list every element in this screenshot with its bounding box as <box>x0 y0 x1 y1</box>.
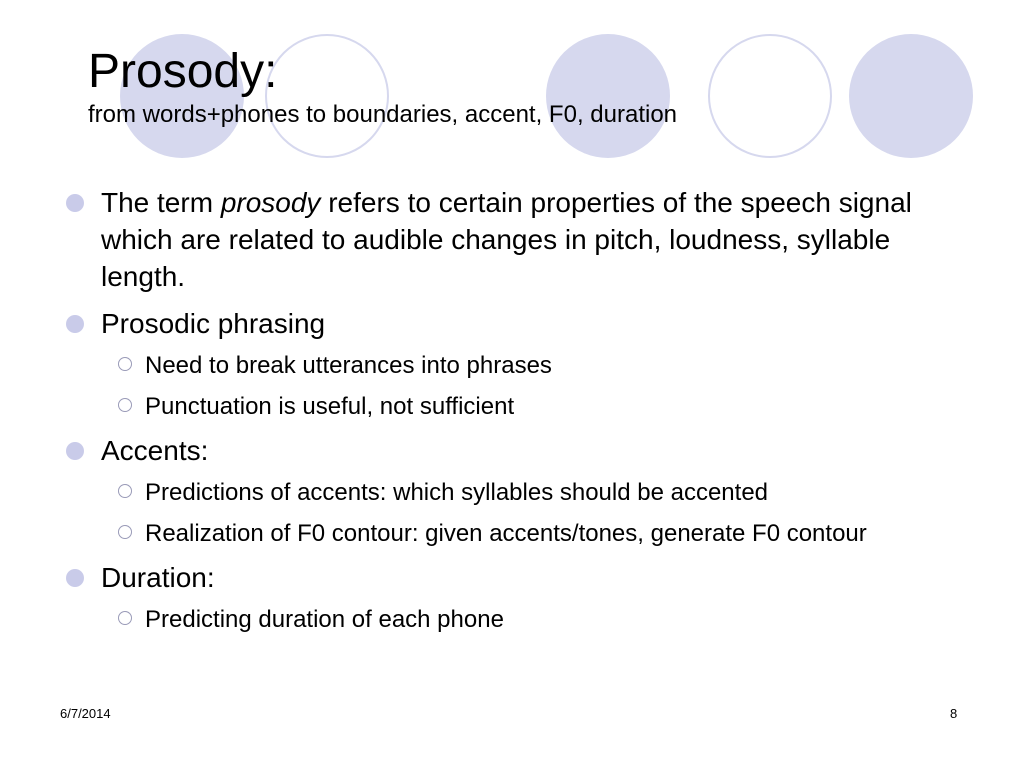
footer-date: 6/7/2014 <box>60 706 111 721</box>
sub-bullet-text: Realization of F0 contour: given accents/tones, generate F0 contour <box>145 520 867 547</box>
bullet-duration <box>64 559 964 596</box>
filled-circle-bullet-icon <box>66 315 84 333</box>
filled-circle-bullet-icon <box>66 442 84 460</box>
bullet-text: Duration: <box>101 562 215 593</box>
sub-bullet-text: Predictions of accents: which syllables should be accented <box>145 479 769 506</box>
slide-number: 8 <box>950 706 958 721</box>
slide-subtitle: from words+phones to boundaries, accent, F0, duration <box>88 101 678 128</box>
slide-content <box>64 184 964 645</box>
filled-circle-bullet-icon <box>66 569 84 587</box>
sub-bullet-text: Punctuation is useful, not sufficient <box>145 393 515 420</box>
bullet-prosody-definition <box>64 184 964 295</box>
sub-bullet-text: Need to break utterances into phrases <box>145 352 552 379</box>
hollow-circle-bullet-icon <box>118 398 132 412</box>
bullet-text-prefix: The term <box>101 187 221 218</box>
filled-circle-bullet-icon <box>66 194 84 212</box>
slide-title: Prosody: <box>88 45 278 98</box>
decorative-circle-filled <box>849 34 973 158</box>
sub-bullet <box>115 391 964 422</box>
sub-bullet-text: Predicting duration of each phone <box>145 606 504 633</box>
hollow-circle-bullet-icon <box>118 357 132 371</box>
sub-bullet <box>115 477 964 508</box>
bullet-accents <box>64 432 964 469</box>
sub-bullet <box>115 604 964 635</box>
bullet-text-suffix: refers to certain properties of the speech signal which are related to audible changes in pitch, loudness, syllable length. <box>101 187 912 292</box>
sub-bullet <box>115 350 964 381</box>
hollow-circle-bullet-icon <box>118 525 132 539</box>
bullet-text: Prosodic phrasing <box>101 308 326 339</box>
bullet-text: Accents: <box>101 435 209 466</box>
sub-bullet <box>115 518 964 549</box>
hollow-circle-bullet-icon <box>118 484 132 498</box>
bullet-prosodic-phrasing <box>64 305 964 342</box>
bullet-text-emphasis: prosody <box>220 187 321 218</box>
decorative-circle-outline <box>708 34 832 158</box>
hollow-circle-bullet-icon <box>118 611 132 625</box>
title-block <box>88 44 677 130</box>
